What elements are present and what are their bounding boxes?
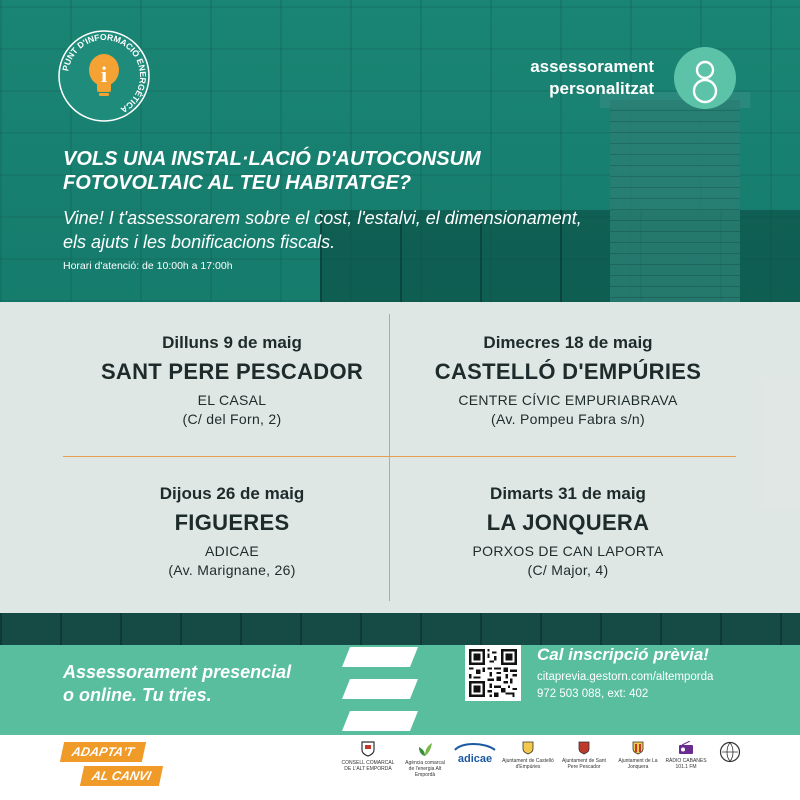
partner-agenda-2030	[712, 741, 748, 766]
registration-phone[interactable]: 972 503 088, ext: 402	[537, 688, 649, 700]
svg-text:i: i	[100, 62, 108, 87]
info-point-icon	[58, 30, 150, 122]
registration-title: Cal inscripció prèvia!	[537, 645, 709, 664]
session-address: (Av. Marignane, 26)	[168, 562, 296, 578]
qr-code-icon	[469, 649, 517, 697]
session-address: (Av. Pompeu Fabra s/n)	[491, 411, 645, 427]
campaign-line-2: AL CANVI	[80, 766, 163, 786]
session-town: LA JONQUERA	[486, 510, 650, 535]
partner-name: adicae	[457, 753, 493, 765]
session-town: CASTELLÓ D'EMPÚRIES	[434, 359, 702, 384]
person-icon	[674, 47, 736, 109]
partner-name: RÀDIO CABANES 101.1 FM	[665, 758, 707, 770]
session-card	[62, 484, 402, 578]
subheadline	[63, 206, 763, 254]
session-town: SANT PERE PESCADOR	[100, 359, 364, 384]
campaign-badge	[62, 742, 161, 786]
session-town: FIGUERES	[174, 510, 290, 535]
energy-info-point-logo	[58, 30, 150, 122]
partner-name: Ajuntament de Castelló d'Empúries	[502, 758, 554, 770]
partner-name: Ajuntament de Sant Pere Pescador	[562, 758, 606, 770]
session-day: Dimarts 31 de maig	[490, 484, 646, 503]
session-address: (C/ del Forn, 2)	[182, 411, 282, 427]
footer	[0, 735, 800, 800]
opening-hours: Horari d'atenció: de 10:00h a 17:00h	[63, 260, 233, 272]
session-day: Dimecres 18 de maig	[483, 333, 653, 352]
brick-wall-strip	[0, 613, 800, 645]
hero-section	[0, 0, 800, 302]
info-band	[0, 645, 800, 735]
shield-icon	[522, 741, 534, 755]
registration-url[interactable]: citaprevia.gestorn.com/altemporda	[537, 671, 714, 683]
session-card	[398, 333, 738, 427]
session-card	[62, 333, 402, 427]
partner-name: Ajuntament de La Jonquera	[618, 758, 658, 770]
session-place: EL CASAL	[197, 392, 267, 408]
radio-icon	[678, 741, 694, 755]
headline	[63, 147, 623, 195]
headline-line-1: VOLS UNA INSTAL·LACIÓ D'AUTOCONSUM	[63, 148, 481, 170]
partner-la-jonquera	[614, 741, 662, 770]
partner-name: CONSELL COMARCAL DE L'ALT EMPORDÀ	[341, 760, 395, 772]
partner-agencia-energia	[402, 741, 448, 778]
shield-icon	[632, 741, 644, 755]
headline-line-2: FOTOVOLTAIC AL TEU HABITATGE?	[63, 172, 412, 194]
partner-castello	[502, 741, 554, 770]
svg-text:PUNT D'INFORMACIÓ ENERGÈTICA: PUNT D'INFORMACIÓ ENERGÈTICA	[60, 31, 149, 116]
tagline-line-1: Assessorament presencial	[63, 662, 292, 682]
partner-adicae	[450, 741, 500, 765]
partner-radio-cabanes	[662, 741, 710, 770]
horizontal-divider	[63, 456, 736, 457]
service-line-2: personalitzat	[549, 79, 654, 98]
globe-icon	[719, 741, 741, 763]
tagline-line-2: o online. Tu tries.	[63, 685, 212, 705]
qr-code[interactable]	[465, 645, 521, 701]
session-day: Dilluns 9 de maig	[162, 333, 302, 352]
service-line-1: assessorament	[530, 57, 654, 76]
subheadline-line-1: Vine! I t'assessorarem sobre el cost, l'estalvi, el dimensionament,	[63, 208, 582, 228]
partner-logos	[340, 741, 800, 791]
person-icon-badge	[674, 47, 736, 109]
partner-sant-pere	[558, 741, 610, 770]
leaf-icon	[416, 741, 434, 757]
session-place: CENTRE CÍVIC EMPURIABRAVA	[458, 392, 678, 408]
session-day: Dijous 26 de maig	[159, 484, 305, 503]
registration-info	[537, 645, 713, 700]
session-place: ADICAE	[205, 543, 259, 559]
session-place: PORXOS DE CAN LAPORTA	[472, 543, 664, 559]
tagline	[63, 661, 291, 707]
session-card	[398, 484, 738, 578]
service-label	[530, 56, 654, 100]
campaign-line-1: ADAPTA'T	[60, 742, 146, 762]
adicae-logo	[453, 741, 497, 751]
sessions-grid	[0, 302, 800, 613]
stripes-icon	[340, 645, 420, 735]
shield-icon	[578, 741, 590, 755]
shield-icon	[361, 741, 375, 757]
partner-consell-comarcal	[340, 741, 396, 772]
subheadline-line-2: els ajuts i les bonificacions fiscals.	[63, 232, 336, 252]
session-address: (C/ Major, 4)	[527, 562, 609, 578]
chimney-photo	[610, 100, 740, 302]
partner-name: Agència comarcal de l'energia Alt Empordà	[405, 760, 445, 778]
